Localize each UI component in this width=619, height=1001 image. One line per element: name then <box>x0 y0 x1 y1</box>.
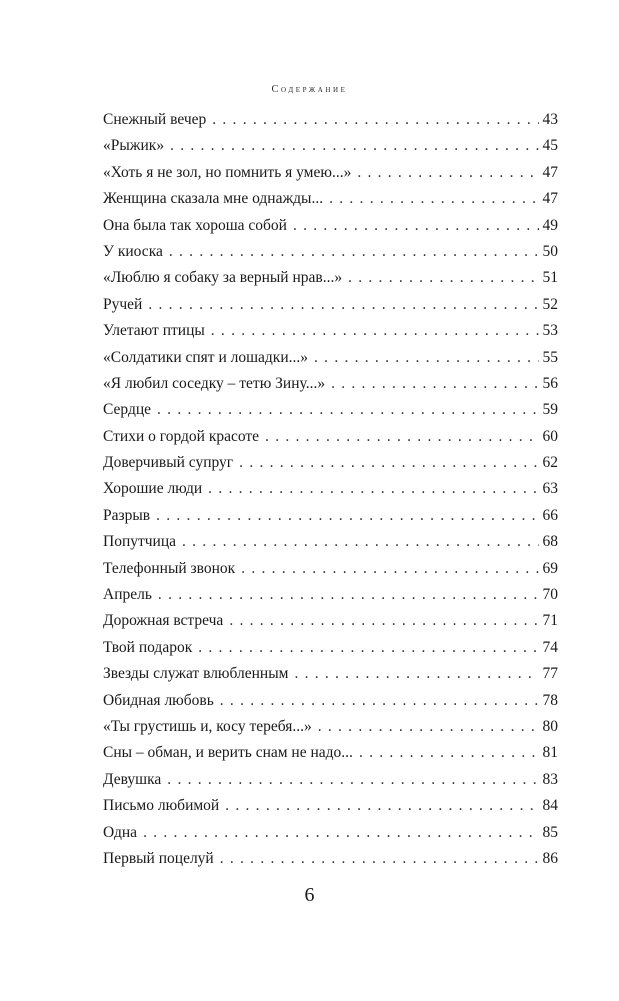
dot-leader <box>156 503 538 529</box>
toc-entry-title: Доверчивый супруг <box>103 454 234 472</box>
toc-entry-title: Девушка <box>103 770 162 788</box>
toc-entry[interactable] <box>103 318 558 344</box>
dot-leader <box>167 767 538 793</box>
toc-entry-page: 77 <box>542 665 558 683</box>
toc-entry-title: Письмо любимой <box>103 797 220 815</box>
toc-entry-title: Сердце <box>103 401 152 419</box>
toc-entry-title: «Хоть я не зол, но помнить я умею...» <box>103 163 352 181</box>
toc-entry-page: 60 <box>542 427 558 445</box>
dot-leader <box>239 450 538 476</box>
dot-leader <box>170 133 538 159</box>
toc-entry[interactable] <box>103 846 558 872</box>
toc-entry-page: 53 <box>542 322 558 340</box>
toc-entry-title: Апрель <box>103 586 152 604</box>
dot-leader <box>241 556 538 582</box>
toc-entry-page: 68 <box>542 533 558 551</box>
toc-entry[interactable] <box>103 529 558 555</box>
toc-entry[interactable] <box>103 688 558 714</box>
dot-leader <box>331 371 538 397</box>
dot-leader <box>329 186 538 212</box>
dot-leader <box>169 239 539 265</box>
dot-leader <box>220 688 539 714</box>
toc-entry[interactable] <box>103 239 558 265</box>
toc-entry-title: Сны – обман, и верить снам не надо... <box>103 744 353 762</box>
dot-leader <box>220 846 539 872</box>
dot-leader <box>212 107 538 133</box>
dot-leader <box>293 213 539 239</box>
toc-entry-page: 74 <box>542 638 558 656</box>
toc-entry[interactable] <box>103 133 558 159</box>
dot-leader <box>225 793 538 819</box>
toc-entry-title: Она была так хороша собой <box>103 216 287 234</box>
toc-entry-page: 50 <box>542 242 558 260</box>
toc-entry-title: Дорожная встреча <box>103 612 224 630</box>
toc-entry-page: 59 <box>542 401 558 419</box>
toc-entry-page: 62 <box>542 454 558 472</box>
toc-entry-title: «Солдатики спят и лошадки...» <box>103 348 309 366</box>
dot-leader <box>158 582 539 608</box>
dot-leader <box>348 265 538 291</box>
toc-entry[interactable] <box>103 556 558 582</box>
dot-leader <box>357 160 538 186</box>
toc-entry-page: 49 <box>542 216 558 234</box>
toc-entry[interactable] <box>103 582 558 608</box>
toc-entry-page: 63 <box>542 480 558 498</box>
toc-entry-title: У киоска <box>103 242 163 260</box>
dot-leader <box>182 529 538 555</box>
toc-entry-title: Разрыв <box>103 506 151 524</box>
toc-entry[interactable] <box>103 186 558 212</box>
dot-leader <box>318 714 539 740</box>
toc-entry[interactable] <box>103 292 558 318</box>
toc-entry[interactable] <box>103 740 558 766</box>
toc-entry-page: 85 <box>542 823 558 841</box>
toc-entry-page: 71 <box>542 612 558 630</box>
toc-entry[interactable] <box>103 160 558 186</box>
dot-leader <box>198 635 538 661</box>
toc-entry-page: 69 <box>542 559 558 577</box>
toc-entry[interactable] <box>103 345 558 371</box>
toc-entry-page: 43 <box>542 111 558 128</box>
toc-entry-title: Одна <box>103 823 138 841</box>
toc-entry-page: 70 <box>542 586 558 604</box>
toc-entry-title: Телефонный звонок <box>103 559 236 577</box>
table-of-contents <box>103 107 558 872</box>
toc-entry[interactable] <box>103 608 558 634</box>
toc-entry-page: 45 <box>542 137 558 155</box>
toc-entry-page: 56 <box>542 374 558 392</box>
toc-entry[interactable] <box>103 476 558 502</box>
dot-leader <box>211 318 539 344</box>
dot-leader <box>157 397 538 423</box>
dot-leader <box>148 292 538 318</box>
toc-entry-title: «Ты грустишь и, косу теребя...» <box>103 717 312 735</box>
toc-entry[interactable] <box>103 424 558 450</box>
toc-entry-page: 47 <box>542 190 558 208</box>
toc-entry-page: 81 <box>542 744 558 762</box>
dot-leader <box>208 476 538 502</box>
toc-entry-title: Ручей <box>103 295 143 313</box>
toc-entry-title: Снежный вечер <box>103 111 207 128</box>
page-number: 6 <box>304 884 315 906</box>
toc-entry[interactable] <box>103 213 558 239</box>
toc-entry-title: «Я любил соседку – тетю Зину...» <box>103 374 326 392</box>
toc-entry-title: Хорошие люди <box>103 480 203 498</box>
toc-entry[interactable] <box>103 503 558 529</box>
toc-entry[interactable] <box>103 397 558 423</box>
toc-entry[interactable] <box>103 107 558 133</box>
toc-entry[interactable] <box>103 371 558 397</box>
toc-entry-title: «Люблю я собаку за верный нрав...» <box>103 269 343 287</box>
toc-entry-title: Обидная любовь <box>103 691 214 709</box>
toc-entry[interactable] <box>103 820 558 846</box>
running-header: Содержание <box>271 84 348 95</box>
toc-entry-page: 66 <box>542 506 558 524</box>
toc-entry-title: Попутчица <box>103 533 177 551</box>
dot-leader <box>143 820 538 846</box>
dot-leader <box>229 608 538 634</box>
toc-entry-page: 47 <box>542 163 558 181</box>
toc-entry[interactable] <box>103 661 558 687</box>
toc-entry-title: Звезды служат влюбленным <box>103 665 289 683</box>
dot-leader <box>314 345 538 371</box>
toc-entry-title: Твой подарок <box>103 638 193 656</box>
toc-entry-page: 84 <box>542 797 558 815</box>
toc-entry-title: Первый поцелуй <box>103 849 214 867</box>
toc-entry-title: «Рыжик» <box>103 137 165 155</box>
toc-entry-page: 83 <box>542 770 558 788</box>
toc-entry-page: 55 <box>542 348 558 366</box>
toc-entry-page: 86 <box>542 849 558 867</box>
toc-entry[interactable] <box>103 767 558 793</box>
toc-entry[interactable] <box>103 265 558 291</box>
dot-leader <box>265 424 538 450</box>
toc-entry-page: 80 <box>542 717 558 735</box>
toc-entry-page: 51 <box>542 269 558 287</box>
toc-entry-page: 52 <box>542 295 558 313</box>
toc-entry-title: Улетают птицы <box>103 322 205 340</box>
toc-entry[interactable] <box>103 450 558 476</box>
toc-entry[interactable] <box>103 793 558 819</box>
dot-leader <box>294 661 538 687</box>
dot-leader <box>359 740 539 766</box>
toc-entry-title: Женщина сказала мне однажды... <box>103 190 324 208</box>
toc-entry[interactable] <box>103 635 558 661</box>
toc-entry-title: Стихи о гордой красоте <box>103 427 260 445</box>
toc-entry[interactable] <box>103 714 558 740</box>
toc-entry-page: 78 <box>542 691 558 709</box>
